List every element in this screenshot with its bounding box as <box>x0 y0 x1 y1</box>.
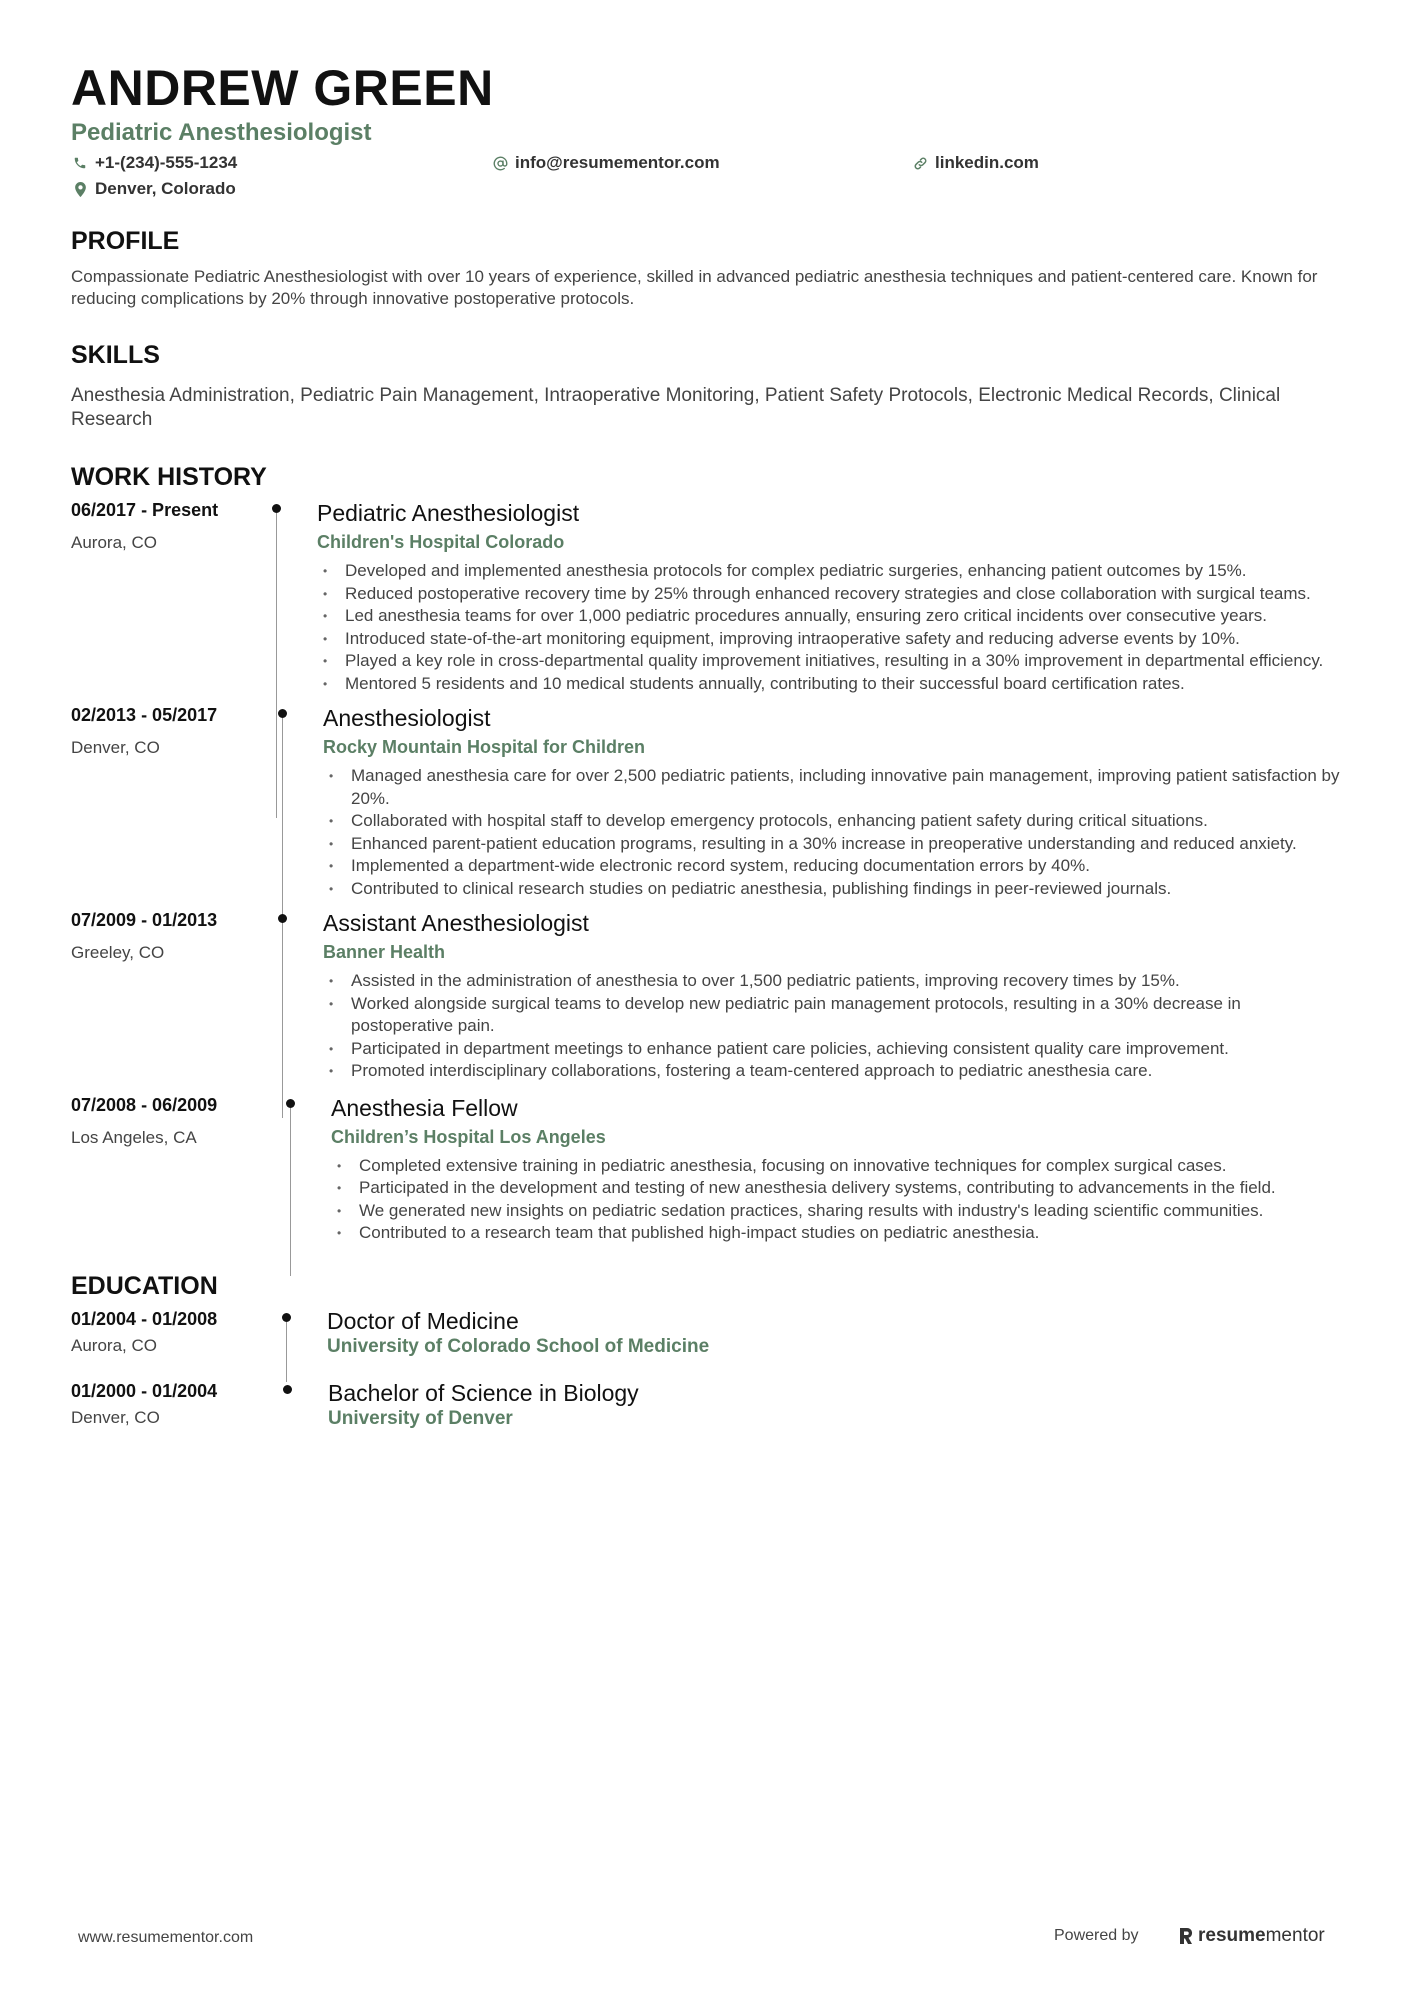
skills-text: Anesthesia Administration, Pediatric Pain Management, Intraoperative Monitoring, Patient Safety Protocols, Electronic Medical Records, Clinical Research <box>71 385 1281 430</box>
job-title: Anesthesia Fellow <box>331 1094 518 1121</box>
job-entry <box>71 908 1341 1083</box>
education-details <box>327 1307 1341 1359</box>
job-bullet: • Reduced postoperative recovery time by 25% through enhanced recovery strategies and close collaboration with surgical teams. <box>317 583 1341 606</box>
link-icon <box>911 154 929 172</box>
job-entry <box>71 498 1341 695</box>
contact-linkedin[interactable] <box>911 152 1331 174</box>
job-entry <box>71 703 1341 900</box>
footer-powered-by: Powered by <box>1054 1927 1139 1944</box>
education-degree: Doctor of Medicine <box>327 1307 519 1334</box>
job-bullet: • We generated new insights on pediatric sedation practices, sharing results with industry's leading scientific communities. <box>331 1200 1341 1223</box>
job-details <box>317 498 1341 695</box>
job-title: Anesthesiologist <box>323 705 491 731</box>
job-entry <box>71 1093 1341 1245</box>
at-sign-icon <box>491 154 509 172</box>
job-company: Children's Hospital Colorado <box>317 532 565 552</box>
contact-email[interactable] <box>491 152 911 174</box>
brand-logo-icon <box>1178 1926 1194 1946</box>
job-meta <box>71 1093 271 1245</box>
job-bullet: • Collaborated with hospital staff to develop emergency protocols, enhancing patient safety during critical situations. <box>323 810 1341 833</box>
job-location: Los Angeles, CA <box>71 1127 197 1147</box>
education-meta <box>71 1307 271 1359</box>
job-dates: 02/2013 - 05/2017 <box>71 705 218 725</box>
job-bullet: • Participated in department meetings to enhance patient care policies, achieving consistent quality care improvement. <box>323 1038 1341 1061</box>
job-bullet: • Completed extensive training in pediatric anesthesia, focusing on innovative techniques for complex surgical cases. <box>331 1155 1341 1178</box>
job-details <box>323 908 1341 1083</box>
education-dates: 01/2000 - 01/2004 <box>71 1380 218 1401</box>
education-entry <box>71 1307 1341 1359</box>
job-bullets <box>323 970 1341 1083</box>
job-company: Rocky Mountain Hospital for Children <box>323 737 646 757</box>
education-heading: EDUCATION <box>71 1271 218 1300</box>
contact-location <box>71 178 491 200</box>
timeline-line <box>282 923 283 1118</box>
job-bullet: • Contributed to clinical research studies on pediatric anesthesia, publishing findings in peer-reviewed journals. <box>323 878 1341 901</box>
job-bullet: • Participated in the development and testing of new anesthesia delivery systems, contributing to advancements in the field. <box>331 1177 1341 1200</box>
job-bullet: • Promoted interdisciplinary collaborations, fostering a team-centered approach to pediatric anesthesia care. <box>323 1060 1341 1083</box>
footer-url[interactable]: www.resumementor.com <box>78 1929 254 1946</box>
resume-page <box>71 58 1341 1431</box>
profile-text: Compassionate Pediatric Anesthesiologist with over 10 years of experience, skilled in advanced pediatric anesthesia techniques and patient-centered care. Known for reducing complications by 20% through innovative postoperative protocols. <box>71 267 1318 308</box>
job-bullet: • Developed and implemented anesthesia protocols for complex pediatric surgeries, enhancing patient outcomes by 15%. <box>317 560 1341 583</box>
job-company: Children’s Hospital Los Angeles <box>331 1126 606 1147</box>
phone-icon <box>71 154 89 172</box>
job-details <box>331 1093 1341 1245</box>
skills-section <box>71 340 1341 432</box>
timeline-rail <box>271 703 323 900</box>
candidate-title: Pediatric Anesthesiologist <box>71 119 372 146</box>
job-location: Denver, CO <box>71 738 160 757</box>
job-bullet: • Introduced state-of-the-art monitoring equipment, improving intraoperative safety and reducing adverse events by 10%. <box>317 628 1341 651</box>
education-dates: 01/2004 - 01/2008 <box>71 1308 218 1329</box>
timeline-rail <box>271 908 323 1083</box>
education-details <box>328 1379 1341 1431</box>
timeline-rail <box>271 1307 327 1359</box>
job-details <box>323 703 1341 900</box>
contact-info <box>71 152 1341 200</box>
footer-brand-logo[interactable] <box>1178 1925 1325 1947</box>
timeline-dot <box>272 504 281 513</box>
job-company: Banner Health <box>323 942 446 962</box>
profile-heading: PROFILE <box>71 227 180 255</box>
job-title: Pediatric Anesthesiologist <box>317 500 580 526</box>
job-bullet: • Led anesthesia teams for over 1,000 pediatric procedures annually, ensuring zero critical incidents over consecutive years. <box>317 605 1341 628</box>
email-text[interactable]: info@resumementor.com <box>515 153 720 172</box>
linkedin-text[interactable]: linkedin.com <box>935 153 1039 172</box>
job-bullet: • Managed anesthesia care for over 2,500 pediatric patients, including innovative pain management, improving patient satisfaction by 20%. <box>323 765 1341 810</box>
job-bullet: • Mentored 5 residents and 10 medical students annually, contributing to their successful board certification rates. <box>317 673 1341 696</box>
education-school: University of Colorado School of Medicine <box>327 1335 710 1357</box>
phone-text: +1-(234)-555-1234 <box>95 153 238 172</box>
job-meta <box>71 908 271 1083</box>
timeline-dot <box>278 914 287 923</box>
timeline-dot <box>286 1099 295 1108</box>
location-pin-icon <box>71 180 89 198</box>
contact-phone <box>71 152 491 174</box>
location-text: Denver, Colorado <box>95 179 236 198</box>
timeline-rail <box>271 498 317 695</box>
education-school: University of Denver <box>328 1407 513 1429</box>
work-history-section <box>71 462 1341 1245</box>
brand-name-regular: mentor <box>1265 1925 1325 1946</box>
job-meta <box>71 703 271 900</box>
job-bullet: • Worked alongside surgical teams to develop new pediatric pain management protocols, resulting in a 30% decrease in postoperative pain. <box>323 993 1341 1038</box>
timeline-rail <box>271 1379 328 1431</box>
job-bullets <box>317 560 1341 695</box>
job-bullet: • Implemented a department-wide electronic record system, reducing documentation errors by 40%. <box>323 855 1341 878</box>
job-bullet: • Enhanced parent-patient education programs, resulting in a 30% increase in preoperative understanding and reduced anxiety. <box>323 833 1341 856</box>
timeline-dot <box>282 1313 291 1322</box>
skills-heading: SKILLS <box>71 341 160 369</box>
timeline-line <box>290 1108 291 1276</box>
brand-name-bold: resume <box>1198 1925 1266 1946</box>
candidate-name: ANDREW GREEN <box>71 60 494 116</box>
job-bullet: • Assisted in the administration of anesthesia to over 1,500 pediatric patients, improving recovery times by 15%. <box>323 970 1341 993</box>
job-bullet: • Contributed to a research team that published high-impact studies on pediatric anesthesia. <box>331 1222 1341 1245</box>
education-meta <box>71 1379 271 1431</box>
job-dates: 07/2009 - 01/2013 <box>71 910 218 930</box>
job-location: Greeley, CO <box>71 943 165 962</box>
resume-header <box>71 58 1341 200</box>
job-meta <box>71 498 271 695</box>
job-bullets <box>323 765 1341 900</box>
timeline-dot <box>278 709 287 718</box>
job-dates: 06/2017 - Present <box>71 500 219 520</box>
job-location: Aurora, CO <box>71 533 157 552</box>
education-section <box>71 1271 1341 1431</box>
timeline-line <box>286 1322 287 1382</box>
job-dates: 07/2008 - 06/2009 <box>71 1094 218 1115</box>
education-entry <box>71 1379 1341 1431</box>
job-bullets <box>331 1155 1341 1245</box>
education-location: Denver, CO <box>71 1407 160 1427</box>
work-history-heading: WORK HISTORY <box>71 463 267 491</box>
education-location: Aurora, CO <box>71 1335 157 1355</box>
profile-section <box>71 226 1341 310</box>
timeline-dot <box>283 1385 292 1394</box>
education-degree: Bachelor of Science in Biology <box>328 1379 639 1406</box>
timeline-rail <box>271 1093 331 1245</box>
job-bullet: • Played a key role in cross-departmental quality improvement initiatives, resulting in a 30% improvement in departmental efficiency. <box>317 650 1341 673</box>
page-footer <box>0 1925 1410 1955</box>
job-title: Assistant Anesthesiologist <box>323 910 589 936</box>
